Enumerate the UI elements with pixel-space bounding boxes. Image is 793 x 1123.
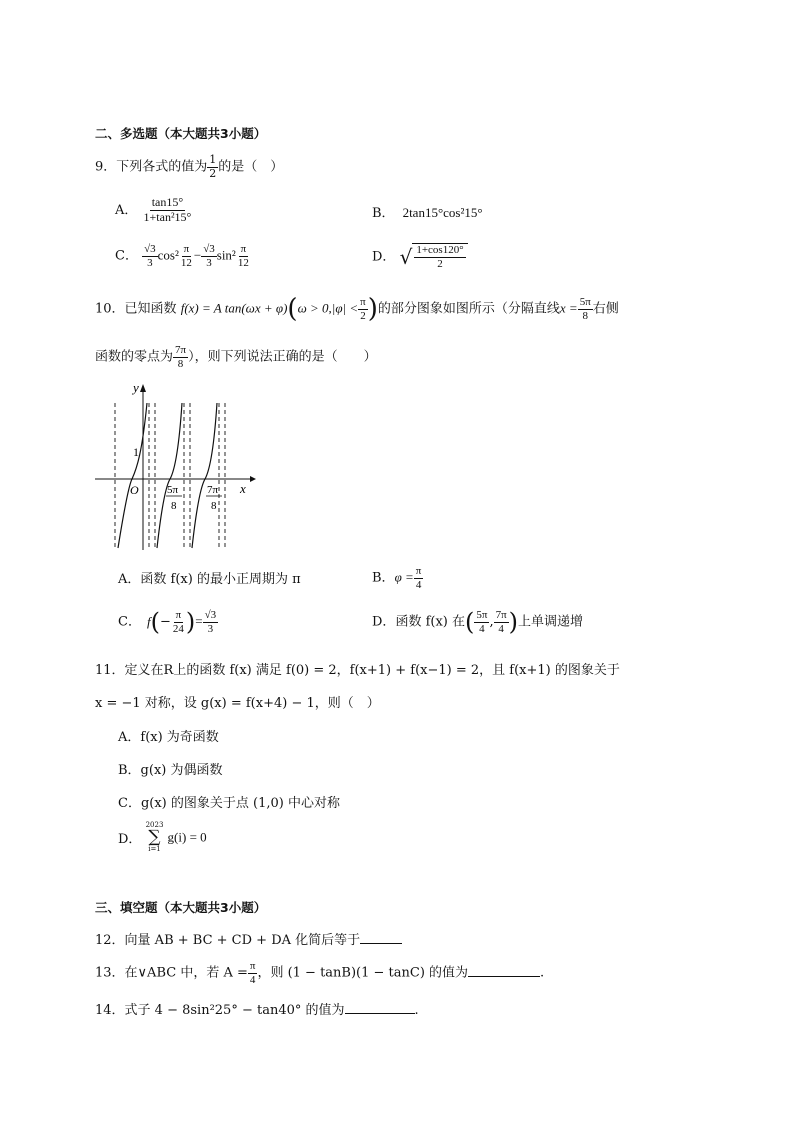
frac-num: 5π bbox=[579, 295, 591, 308]
frac-num: π bbox=[183, 243, 190, 255]
curve-branch bbox=[157, 403, 182, 548]
option-label: B． bbox=[372, 570, 395, 586]
question-13 bbox=[95, 960, 544, 986]
question-text: 14．式子 4 − 8sin²25° − tan40° 的值为 bbox=[95, 1003, 345, 1018]
answer-blank[interactable] bbox=[468, 964, 540, 977]
option-label: D． bbox=[372, 249, 396, 265]
formula: ω > 0,|φ| < bbox=[297, 300, 359, 316]
answer-blank[interactable] bbox=[345, 1001, 415, 1014]
question-12 bbox=[95, 929, 402, 948]
option-c: C． f(− $\frac{\pi}{24}$ )= $\frac{√3}{3}$ bbox=[118, 608, 217, 636]
sqrt-icon: √ bbox=[399, 245, 413, 270]
formula: f bbox=[146, 613, 151, 629]
sum-upper: 2023 bbox=[145, 821, 164, 829]
question-10-stem: 10．已知函数 f(x) = A tan(ωx + φ)(ω > 0,|φ| < $\frac{\pi}{2}$ )的部分图象如图所示（分隔直线x = $\frac{5\pi}{8}$ 右侧 bbox=[95, 294, 619, 324]
option-b bbox=[372, 565, 423, 591]
frac-den: 3 bbox=[207, 622, 214, 635]
question-9-stem bbox=[95, 154, 283, 180]
frac-den: 24 bbox=[172, 622, 184, 635]
frac-den: 12 bbox=[237, 256, 249, 269]
frac-num: π bbox=[415, 565, 422, 577]
frac-den: 4 bbox=[249, 973, 256, 986]
option-a bbox=[115, 196, 193, 225]
formula: x = bbox=[559, 300, 578, 316]
question-text: 13．在∨ABC 中，若 A = bbox=[95, 965, 248, 981]
origin-label: O bbox=[130, 483, 139, 497]
frac-num: 7π bbox=[175, 344, 187, 356]
frac-den: 4 bbox=[479, 622, 485, 635]
operator: − bbox=[193, 247, 202, 263]
frac-num: 1 bbox=[209, 153, 217, 166]
y-label: y bbox=[133, 380, 139, 395]
frac-den: 12 bbox=[180, 256, 192, 269]
option-text: 函数 f(x) 在 bbox=[395, 614, 465, 630]
option-text: 上单调递增 bbox=[518, 614, 584, 630]
option-d bbox=[372, 243, 468, 270]
frac-num: 1+cos120° bbox=[416, 244, 464, 256]
question-10-stem-line2 bbox=[95, 344, 377, 370]
operator: = bbox=[195, 613, 203, 629]
stem-text: 右侧 bbox=[592, 301, 619, 317]
option-b: B．g(x) 为偶函数 bbox=[118, 763, 223, 778]
question-text: 12．向量 AB + BC + CD + DA 化简后等于 bbox=[95, 933, 361, 948]
section-heading: 三、填空题（本大题共3小题） bbox=[95, 900, 267, 915]
question-text: ，则 (1 − tanB)(1 − tanC) 的值为 bbox=[257, 965, 469, 981]
option-c bbox=[115, 243, 251, 269]
stem-text: 函数的零点为 bbox=[95, 349, 174, 365]
func-text: sin² bbox=[216, 247, 236, 263]
tick-label-7pi-8-den: 8 bbox=[211, 500, 217, 512]
y-arrow-icon bbox=[140, 384, 146, 392]
period: . bbox=[540, 965, 545, 981]
option-b bbox=[372, 202, 483, 221]
frac-den: 2 bbox=[437, 257, 443, 270]
question-11-stem: 11．定义在R上的函数 f(x) 满足 f(0) = 2，f(x+1) + f(x−1) = 2，且 f(x+1) 的图象关于 bbox=[95, 663, 620, 678]
sigma-icon: ∑ bbox=[148, 827, 161, 847]
option-d bbox=[118, 822, 207, 853]
answer-blank[interactable] bbox=[360, 931, 402, 944]
tangent-graph bbox=[90, 378, 260, 553]
frac-den: 3 bbox=[206, 256, 212, 269]
option-label: D． bbox=[372, 614, 396, 630]
question-number: 9． bbox=[95, 159, 117, 175]
frac-num: π bbox=[240, 243, 247, 255]
sum-lower: i=1 bbox=[148, 845, 161, 853]
frac-num: π bbox=[175, 608, 182, 621]
stem-text: 下列各式的值为 bbox=[116, 159, 208, 175]
formula: f(x) = A tan(ωx + φ) bbox=[180, 300, 288, 316]
option-text: 2tan15°cos²15° bbox=[402, 205, 483, 220]
frac-den: 8 bbox=[177, 357, 184, 370]
tick-label-7pi-8-num: 7π bbox=[207, 484, 219, 496]
frac-den: 1+tan²15° bbox=[143, 209, 192, 224]
frac-den: 2 bbox=[360, 309, 366, 322]
period: . bbox=[414, 1003, 419, 1018]
option-label: D． bbox=[118, 832, 142, 847]
frac-num: √3 bbox=[144, 243, 156, 255]
option-label: A． bbox=[115, 202, 138, 218]
curve-branch bbox=[192, 403, 217, 548]
option-label: C． bbox=[118, 614, 141, 630]
frac-num: √3 bbox=[204, 608, 217, 621]
option-a: A．函数 f(x) 的最小正周期为 π bbox=[118, 572, 301, 587]
option-label: B． bbox=[372, 206, 395, 221]
tick-label-one: 1 bbox=[133, 445, 139, 459]
option-a: A．f(x) 为奇函数 bbox=[118, 730, 219, 745]
x-label: x bbox=[240, 481, 246, 496]
frac-num: π bbox=[360, 295, 366, 308]
option-label: C． bbox=[115, 248, 138, 264]
frac-den: 2 bbox=[209, 166, 217, 180]
func-text: cos² bbox=[157, 247, 179, 263]
stem-text: 已知函数 bbox=[124, 301, 177, 317]
stem-text: 的是（ ） bbox=[218, 159, 284, 175]
tick-label-5pi-8-den: 8 bbox=[171, 500, 177, 512]
frac-num: tan15° bbox=[151, 195, 184, 209]
stem-text: ），则下列说法正确的是（ ） bbox=[188, 349, 377, 365]
tick-label-5pi-8-num: 5π bbox=[167, 484, 179, 496]
stem-text: 的部分图象如图所示（分隔直线 bbox=[377, 301, 560, 317]
frac-den: 3 bbox=[147, 256, 153, 269]
option-d: D．函数 f(x) 在( $\frac{5\pi}{4}$ , $\frac{7\pi}{4}$ )上单调递增 bbox=[372, 608, 584, 636]
frac-den: 4 bbox=[498, 622, 504, 635]
formula: g(i) = 0 bbox=[167, 829, 207, 845]
option-c: C．g(x) 的图象关于点 (1,0) 中心对称 bbox=[118, 796, 340, 811]
frac-num: π bbox=[249, 960, 256, 972]
formula: φ = bbox=[394, 569, 414, 585]
frac-den: 4 bbox=[415, 578, 422, 591]
question-11-stem-line2: x = −1 对称，设 g(x) = f(x+4) − 1，则（ ） bbox=[95, 696, 380, 711]
x-arrow-icon bbox=[250, 476, 256, 482]
frac-num: √3 bbox=[203, 243, 215, 255]
frac-num: 5π bbox=[476, 608, 488, 621]
question-14 bbox=[95, 999, 419, 1018]
frac-den: 8 bbox=[582, 309, 588, 322]
question-number: 10． bbox=[95, 301, 125, 317]
section-heading: 二、多选题（本大题共3小题） bbox=[95, 126, 267, 141]
frac-num: 7π bbox=[495, 608, 507, 621]
